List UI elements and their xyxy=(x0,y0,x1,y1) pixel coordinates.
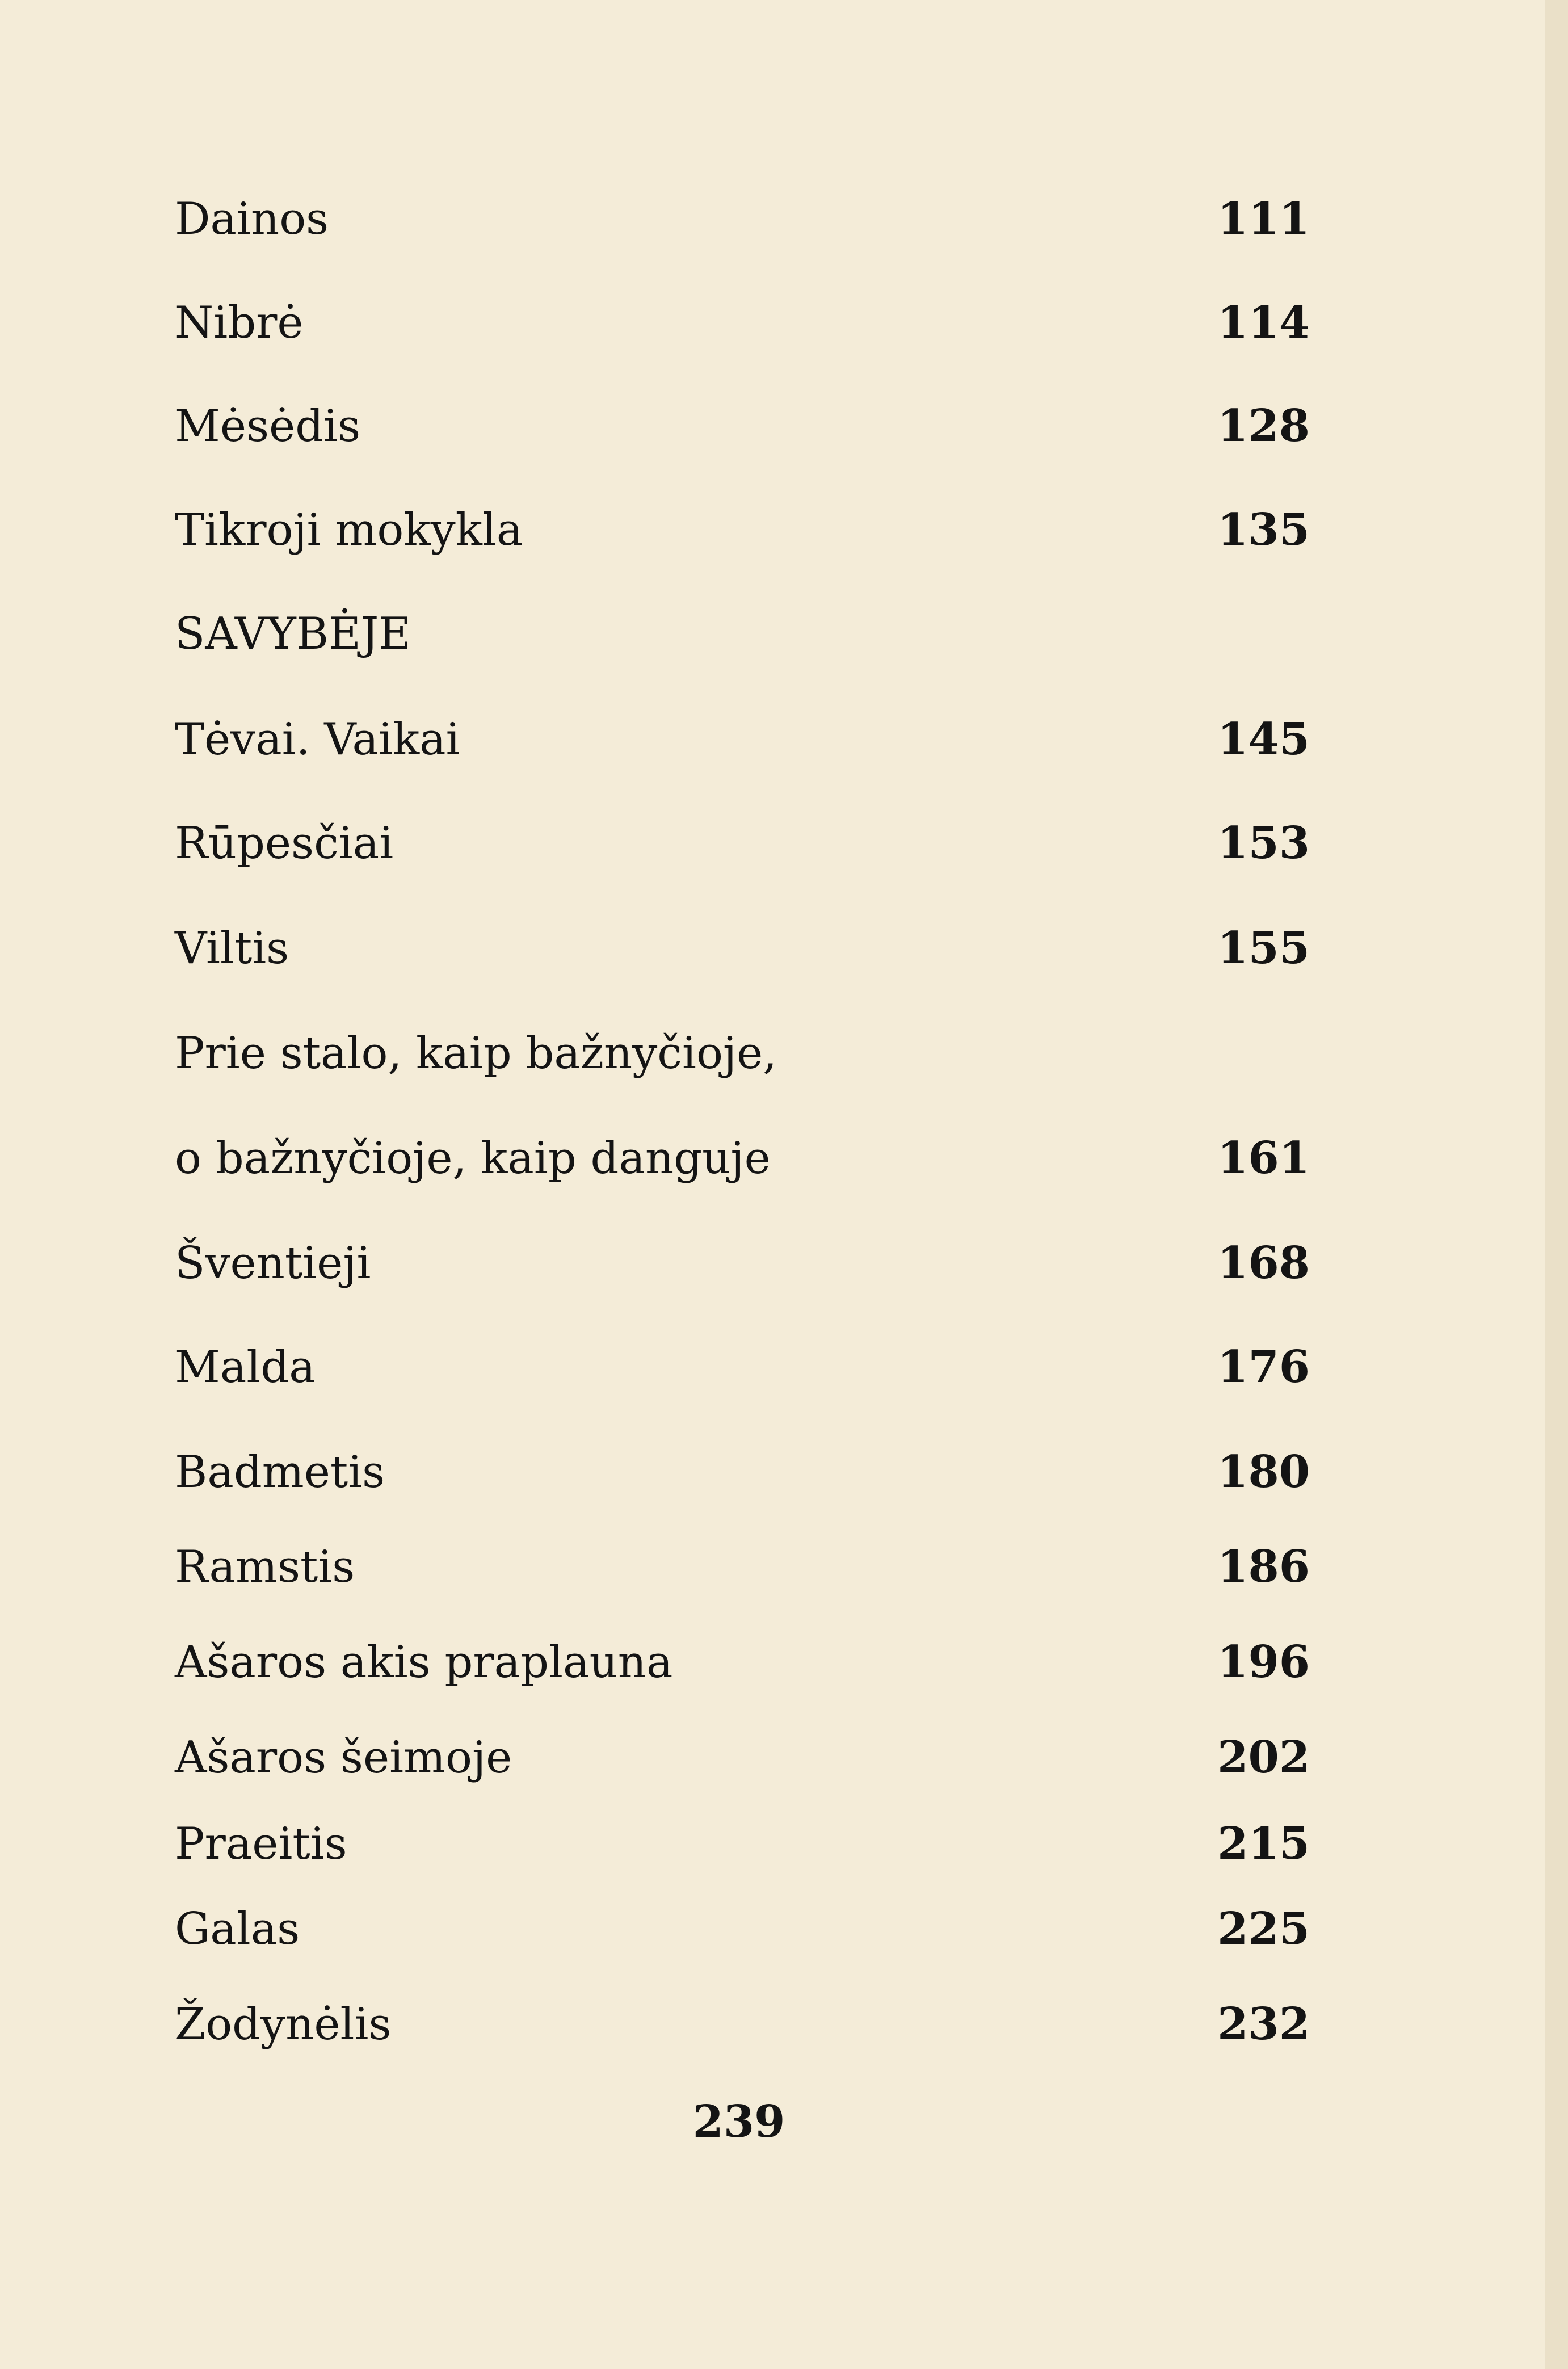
toc-entry-page: 176 xyxy=(1217,1341,1310,1393)
page-number: 239 xyxy=(692,2096,785,2148)
toc-entry-page: 111 xyxy=(1217,193,1310,245)
toc-section-title: SAVYBĖJE xyxy=(175,608,411,660)
toc-entry-title: Malda xyxy=(175,1342,316,1393)
toc-entry xyxy=(175,902,1310,974)
toc-entry-page: 155 xyxy=(1217,922,1310,974)
toc-entry-page: 153 xyxy=(1217,817,1310,869)
toc-entry-page: 180 xyxy=(1217,1446,1310,1498)
toc-entry-title: Tikroji mokykla xyxy=(175,505,523,556)
toc-entry-title: Ašaros šeimoje xyxy=(175,1732,512,1783)
toc-entry-title: Šventieji xyxy=(175,1238,371,1289)
toc-entry-title: Galas xyxy=(175,1904,300,1955)
toc-entry-title: Rūpesčiai xyxy=(175,818,394,869)
toc-entry xyxy=(175,380,1310,452)
toc-entry-title: Dainos xyxy=(175,194,329,245)
toc-entry xyxy=(175,1217,1310,1289)
toc-entry-page: 186 xyxy=(1217,1541,1310,1593)
toc-entry-page: 128 xyxy=(1217,400,1310,452)
toc-entry-page: 135 xyxy=(1217,504,1310,556)
toc-entry xyxy=(175,694,1310,765)
toc-entry xyxy=(175,1426,1310,1498)
toc-entry-title: Žodynėlis xyxy=(175,1999,392,2050)
toc-entry-page: 196 xyxy=(1217,1636,1310,1688)
toc-entry xyxy=(175,1321,1310,1393)
toc-entry-page: 168 xyxy=(1217,1237,1310,1289)
toc-entry xyxy=(175,797,1310,869)
toc-entry xyxy=(175,1112,1310,1184)
toc-section-heading xyxy=(175,588,1310,660)
toc-entry-page: 202 xyxy=(1217,1732,1310,1783)
toc-entry-title: Badmetis xyxy=(175,1447,385,1498)
toc-entry xyxy=(175,1521,1310,1593)
toc-entry xyxy=(175,1616,1310,1688)
toc-entry-page: 232 xyxy=(1217,1998,1310,2050)
toc-entry-page: 145 xyxy=(1217,713,1310,765)
toc-entry-title: Mėsėdis xyxy=(175,401,361,452)
toc-entry-title: Nibrė xyxy=(175,297,304,348)
toc-entry xyxy=(175,1798,1310,1870)
toc-entry-page: 215 xyxy=(1217,1818,1310,1870)
toc-entry-page: 225 xyxy=(1217,1903,1310,1955)
toc-entry-page: 161 xyxy=(1217,1132,1310,1184)
toc-entry-title: o bažnyčioje, kaip danguje xyxy=(175,1133,771,1184)
toc-entry-title: Praeitis xyxy=(175,1818,347,1870)
toc-entry-title: Ramstis xyxy=(175,1541,355,1593)
page-edge xyxy=(1545,0,1568,2369)
toc-entry-title: Tėvai. Vaikai xyxy=(175,714,460,765)
toc-entry xyxy=(175,1883,1310,1955)
toc-entry xyxy=(175,173,1310,245)
toc-entry-title: Ašaros akis praplauna xyxy=(175,1637,673,1688)
toc-entry-title: Prie stalo, kaip bažnyčioje, xyxy=(175,1028,777,1079)
toc-entry-page: 114 xyxy=(1217,297,1310,348)
toc-entry xyxy=(175,484,1310,556)
toc-entry xyxy=(175,277,1310,348)
toc-entry xyxy=(175,1007,1310,1079)
toc-entry xyxy=(175,1979,1310,2050)
toc-entry xyxy=(175,1712,1310,1783)
toc-entry-title: Viltis xyxy=(175,923,289,974)
